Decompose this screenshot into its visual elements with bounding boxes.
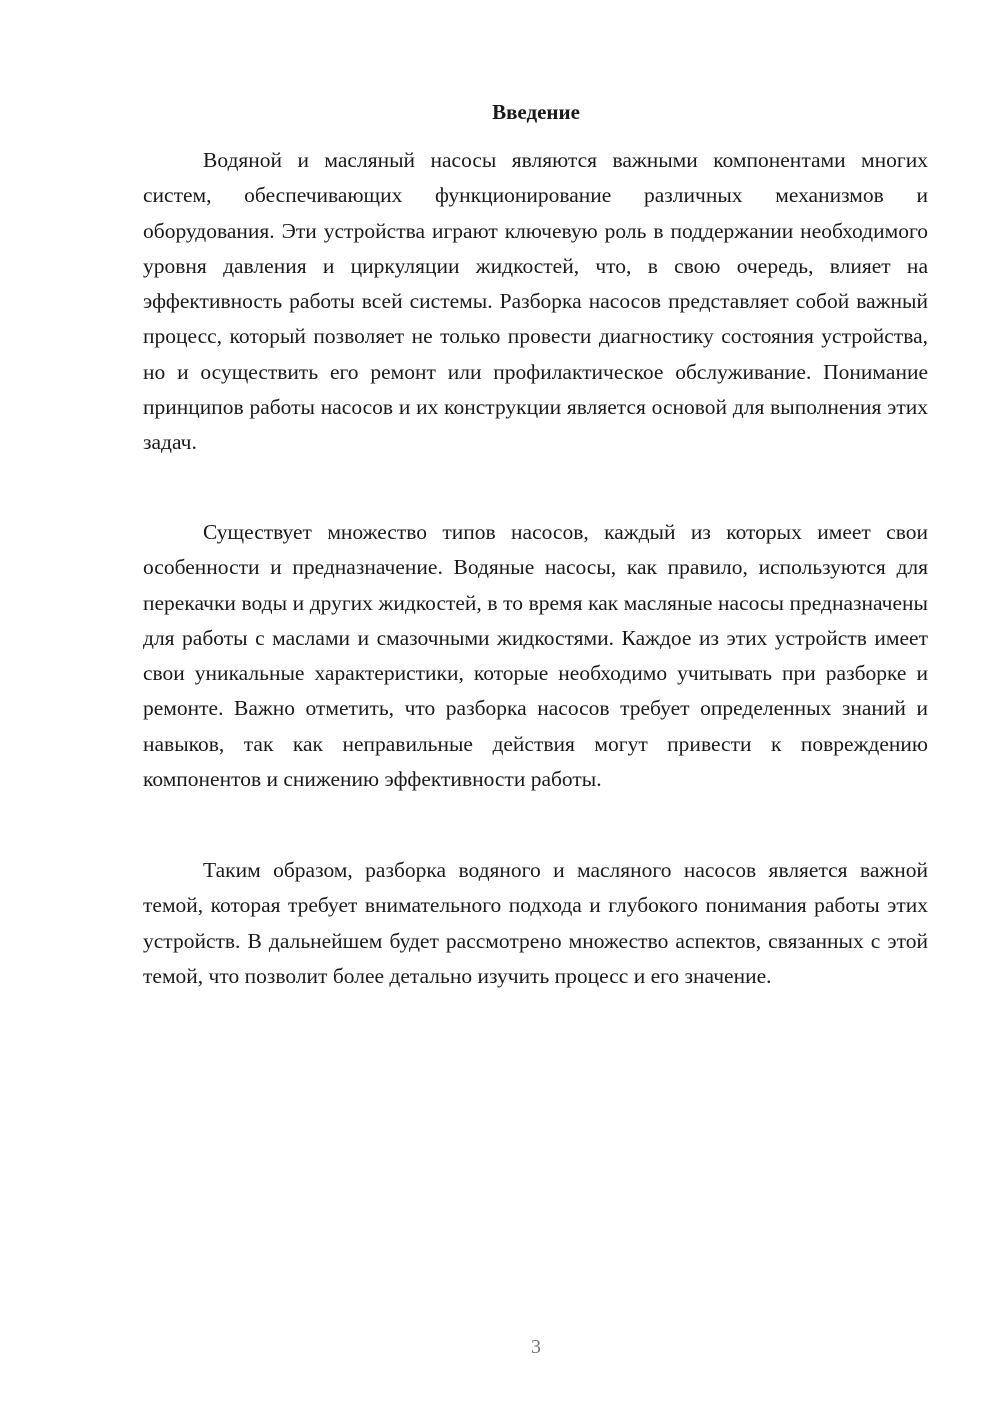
page-number: 3 — [531, 1336, 541, 1358]
paragraph-1: Водяной и масляный насосы являются важными компонентами многих систем, обеспечивающих функционирование различных механизмов и оборудования. Эти устройства играют ключевую роль в поддержании необходимого уровня давления и циркуляции жидкостей, что, в свою очередь, влияет на эффективность работы всей системы. Разборка насосов представляет собой важный процесс, который позволяет не только провести диагностику состояния устройства, но и осуществить его ремонт или профилактическое обслуживание. Понимание принципов работы насосов и их конструкции является основой для выполнения этих задач. — [143, 148, 928, 455]
paragraph-2: Существует множество типов насосов, каждый из которых имеет свои особенности и предназначение. Водяные насосы, как правило, используются для перекачки воды и других жидкостей, в то время как масляные насосы предназначены для работы с маслами и смазочными жидкостями. Каждое из этих устройств имеет свои уникальные характеристики, которые необходимо учитывать при разборке и ремонте. Важно отметить, что разборка насосов требует определенных знаний и навыков, так как неправильные действия могут привести к повреждению компонентов и снижению эффективности работы. — [143, 520, 928, 792]
section-heading: Введение — [492, 100, 580, 124]
paragraph-3: Таким образом, разборка водяного и масляного насосов является важной темой, которая требует внимательного подхода и глубокого понимания работы этих устройств. В дальнейшем будет рассмотрено множество аспектов, связанных с этой темой, что позволит более детально изучить процесс и его значение. — [143, 858, 928, 988]
